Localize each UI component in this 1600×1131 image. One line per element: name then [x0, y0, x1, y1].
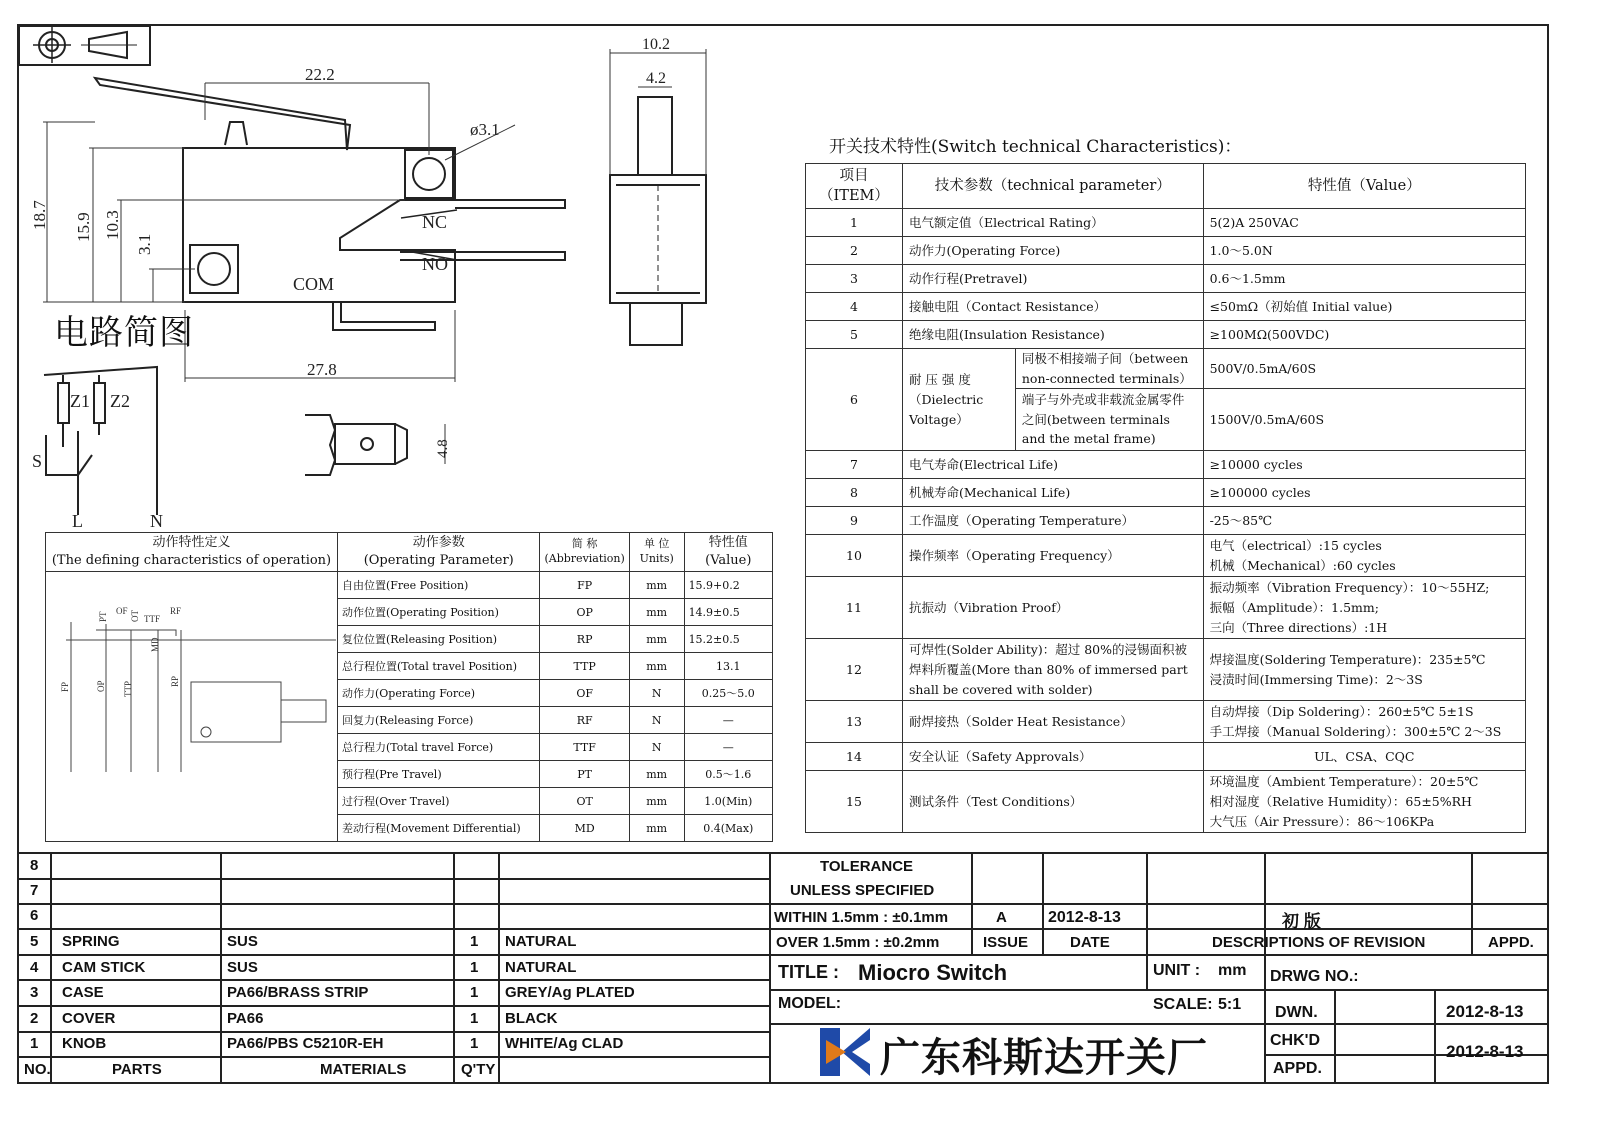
op-param: 预行程(Pre Travel) [337, 761, 540, 788]
op-abbr: RP [540, 626, 629, 653]
table-row [806, 321, 1526, 349]
terminal-nc: NC [422, 212, 448, 232]
op-unit: mm [629, 626, 684, 653]
op-header-param: 动作参数 (Operating Parameter) [337, 533, 540, 572]
bom-note: BLACK [505, 1010, 558, 1027]
op-abbr: RF [540, 707, 629, 734]
bom-no: 8 [30, 857, 39, 874]
spec-sub-param: 端子与外壳或非载流金属零件之间(between terminals and the metal frame) [1015, 389, 1203, 451]
company-name: 广东科斯达开关厂 [880, 1035, 1208, 1081]
bom-part: CASE [62, 984, 104, 1001]
spec-param: 电气额定值（Electrical Rating） [902, 209, 1203, 237]
op-header-value: 特性值 (Value) [684, 533, 772, 572]
op-unit: N [629, 707, 684, 734]
spec-no: 15 [806, 771, 903, 833]
spec-no: 6 [806, 349, 903, 451]
spec-value: ≥10000 cycles [1203, 451, 1525, 479]
bom-qty: 1 [470, 1035, 479, 1052]
spec-value: 500V/0.5mA/60S [1203, 349, 1525, 389]
op-abbr: FP [540, 572, 629, 599]
dim-side-inner: 4.2 [646, 70, 666, 87]
op-label-pt: PT [98, 611, 108, 622]
bom-note: NATURAL [505, 959, 577, 976]
op-param: 过行程(Over Travel) [337, 788, 540, 815]
bom-no: 7 [30, 882, 39, 899]
spec-param: 测试条件（Test Conditions） [902, 771, 1203, 833]
spec-no: 3 [806, 265, 903, 293]
spec-value: 环境温度（Ambient Temperature）：20±5℃ 相对湿度（Relative Humidity）：65±5%RH 大气压（Air Pressure）：86～106KPa [1203, 771, 1525, 833]
bom-material: SUS [227, 933, 258, 950]
op-unit: mm [629, 788, 684, 815]
spec-value: 0.6～1.5mm [1203, 265, 1525, 293]
model-label: MODEL: [778, 995, 842, 1012]
unless-label: UNLESS SPECIFIED [790, 882, 935, 899]
op-value: — [684, 734, 772, 761]
spec-value: 自动焊接（Dip Soldering）：260±5℃ 5±1S 手工焊接（Manual Soldering）：300±5℃ 2～3S [1203, 701, 1525, 743]
table-row [806, 237, 1526, 265]
spec-param-dielectric: 耐 压 强 度 （Dielectric Voltage） [902, 349, 1015, 451]
op-label-ttp: TTP [123, 680, 133, 697]
op-label-op: OP [96, 680, 106, 692]
descriptions-label: DESCRIPTIONS OF REVISION [1212, 934, 1426, 951]
op-diagram [46, 572, 336, 832]
bom-part: COVER [62, 1010, 116, 1027]
op-value: 0.25～5.0 [684, 680, 772, 707]
terminal-detail [295, 410, 470, 480]
op-value: 13.1 [684, 653, 772, 680]
op-header-abbr: 简 称 (Abbreviation) [540, 533, 629, 572]
spec-param: 工作温度（Operating Temperature） [902, 507, 1203, 535]
revision-desc: 初 版 [1282, 912, 1321, 931]
bom-note: GREY/Ag PLATED [505, 984, 635, 1001]
op-label-rf: RF [170, 606, 182, 616]
op-param: 总行程力(Total travel Force) [337, 734, 540, 761]
op-label-md: MD [150, 637, 160, 652]
dwn-date: 2012-8-13 [1446, 1002, 1524, 1021]
spec-no: 14 [806, 743, 903, 771]
op-value: 0.5～1.6 [684, 761, 772, 788]
spec-no: 11 [806, 577, 903, 639]
bom-header-parts: PARTS [112, 1061, 162, 1078]
dwn-label: DWN. [1275, 1004, 1318, 1021]
chkd-date: 2012-8-13 [1446, 1042, 1524, 1061]
spec-table [805, 163, 1526, 833]
tolerance-over: OVER 1.5mm : ±0.2mm [776, 934, 940, 951]
op-param: 自由位置(Free Position) [337, 572, 540, 599]
spec-no: 5 [806, 321, 903, 349]
spec-no: 9 [806, 507, 903, 535]
spec-no: 13 [806, 701, 903, 743]
op-value: 14.9±0.5 [684, 599, 772, 626]
appd-label-rev: APPD. [1488, 934, 1534, 951]
table-row [806, 349, 1526, 389]
table-row [806, 507, 1526, 535]
op-unit: N [629, 680, 684, 707]
drawing-title: Miocro Switch [858, 960, 1008, 985]
op-definition-diagram [46, 572, 338, 842]
revision-letter: A [996, 909, 1007, 926]
table-row [806, 293, 1526, 321]
bom-qty: 1 [470, 959, 479, 976]
circuit-label-n: N [150, 511, 163, 530]
table-row [806, 743, 1526, 771]
circuit-label-z1: Z1 [70, 391, 90, 411]
op-header-definition: 动作特性定义 (The defining characteristics of operation) [46, 533, 338, 572]
spec-value: -25～85℃ [1203, 507, 1525, 535]
dim-height-d: 3.1 [135, 233, 154, 255]
unit-value: mm [1218, 962, 1247, 979]
op-unit: mm [629, 815, 684, 842]
spec-no: 7 [806, 451, 903, 479]
table-row [806, 535, 1526, 577]
bom-material: PA66/BRASS STRIP [227, 984, 369, 1001]
bom-part: CAM STICK [62, 959, 146, 976]
tolerance-label: TOLERANCE [820, 858, 914, 875]
bom-note: NATURAL [505, 933, 577, 950]
spec-param: 安全认证（Safety Approvals） [902, 743, 1203, 771]
issue-label: ISSUE [983, 934, 1029, 951]
spec-param: 可焊性(Solder Ability)：超过 80%的浸锡面积被焊料所覆盖(More than 80% of immersed part shall be covered with solder) [902, 639, 1203, 701]
bom-qty: 1 [470, 984, 479, 1001]
dim-top-width: 22.2 [305, 65, 335, 84]
scale-value: 5:1 [1218, 996, 1242, 1013]
spec-value: ≥100000 cycles [1203, 479, 1525, 507]
spec-header-value: 特性值（Value） [1203, 164, 1525, 209]
op-param: 动作力(Operating Force) [337, 680, 540, 707]
op-param: 复位位置(Releasing Position) [337, 626, 540, 653]
bom-no: 5 [30, 933, 39, 950]
bom-note: WHITE/Ag CLAD [505, 1035, 624, 1052]
spec-value: 振动频率（Vibration Frequency）：10～55HZ; 振幅（Amplitude）：1.5mm; 三向（Three directions）:1H [1203, 577, 1525, 639]
op-param: 差动行程(Movement Differential) [337, 815, 540, 842]
op-unit: mm [629, 599, 684, 626]
bom-material: PA66/PBS C5210R-EH [227, 1035, 384, 1052]
dim-height-total: 18.7 [30, 200, 49, 230]
bom-header-materials: MATERIALS [320, 1061, 407, 1078]
spec-param: 电气寿命(Electrical Life) [902, 451, 1203, 479]
spec-header-param: 技术参数（technical parameter） [902, 164, 1203, 209]
bom-qty: 1 [470, 1010, 479, 1027]
table-row [806, 577, 1526, 639]
bom-no: 4 [30, 959, 39, 976]
chkd-label: CHK'D [1270, 1032, 1321, 1049]
spec-value: ≤50mΩ（初始值 Initial value) [1203, 293, 1525, 321]
op-unit: mm [629, 761, 684, 788]
bom-no: 3 [30, 984, 39, 1001]
dim-hole: ø3.1 [470, 120, 500, 139]
terminal-no: NO [422, 254, 448, 274]
op-param: 总行程位置(Total travel Position) [337, 653, 540, 680]
bom-no: 1 [30, 1035, 39, 1052]
unit-label: UNIT : [1153, 962, 1201, 979]
spec-value: ≥100MΩ(500VDC) [1203, 321, 1525, 349]
bom-header-qty: Q'TY [461, 1061, 496, 1078]
spec-no: 12 [806, 639, 903, 701]
op-unit: mm [629, 653, 684, 680]
spec-value: 1500V/0.5mA/60S [1203, 389, 1525, 451]
op-value: — [684, 707, 772, 734]
switch-side-view [600, 35, 720, 355]
op-label-of: OF [116, 606, 128, 616]
bom-header-no: NO. [24, 1061, 51, 1078]
date-label: DATE [1070, 934, 1110, 951]
spec-no: 10 [806, 535, 903, 577]
op-header-unit: 单 位 Units) [629, 533, 684, 572]
spec-no: 8 [806, 479, 903, 507]
op-value: 0.4(Max) [684, 815, 772, 842]
op-abbr: OP [540, 599, 629, 626]
op-value: 15.9+0.2 [684, 572, 772, 599]
op-unit: mm [629, 572, 684, 599]
bom-material: SUS [227, 959, 258, 976]
spec-param: 抗振动（Vibration Proof） [902, 577, 1203, 639]
spec-param: 机械寿命(Mechanical Life) [902, 479, 1203, 507]
spec-value: 焊接温度(Soldering Temperature)：235±5℃ 浸渍时间(Immersing Time)：2～3S [1203, 639, 1525, 701]
table-row [806, 479, 1526, 507]
table-row [806, 639, 1526, 701]
spec-no: 1 [806, 209, 903, 237]
table-row [46, 572, 773, 599]
spec-param: 操作频率（Operating Frequency） [902, 535, 1203, 577]
bom-part: KNOB [62, 1035, 107, 1052]
drwg-no-label: DRWG NO.: [1270, 968, 1359, 985]
op-label-fp: FP [60, 681, 70, 692]
spec-value: UL、CSA、CQC [1203, 743, 1525, 771]
op-param: 回复力(Releasing Force) [337, 707, 540, 734]
spec-sub-param: 同极不相接端子间（between non-connected terminals） [1015, 349, 1203, 389]
table-row [806, 771, 1526, 833]
circuit-title: 电路简图 [54, 313, 194, 353]
spec-value: 电气（electrical）:15 cycles 机械（Mechanical）:60 cycles [1203, 535, 1525, 577]
appd-label: APPD. [1273, 1060, 1322, 1077]
spec-title: 开关技术特性(Switch technical Characteristics)： [829, 137, 1242, 157]
dim-terminal: 4.8 [435, 439, 451, 458]
op-abbr: TTP [540, 653, 629, 680]
op-label-ot: OT [130, 610, 140, 622]
spec-value: 1.0～5.0N [1203, 237, 1525, 265]
table-row [806, 265, 1526, 293]
op-unit: N [629, 734, 684, 761]
bom-part: SPRING [62, 933, 120, 950]
spec-header-item: 项目 （ITEM） [806, 164, 903, 209]
op-table-wrap [45, 532, 773, 842]
table-row [806, 701, 1526, 743]
bom-no: 6 [30, 907, 39, 924]
table-row [806, 209, 1526, 237]
spec-param: 耐焊接热（Solder Heat Resistance） [902, 701, 1203, 743]
op-abbr: PT [540, 761, 629, 788]
revision-date: 2012-8-13 [1048, 909, 1121, 926]
company-logo [818, 1026, 874, 1078]
op-abbr: OT [540, 788, 629, 815]
spec-value: 5(2)A 250VAC [1203, 209, 1525, 237]
table-row [806, 451, 1526, 479]
circuit-label-s: S [32, 451, 43, 471]
op-abbr: MD [540, 815, 629, 842]
bom-material: PA66 [227, 1010, 264, 1027]
circuit-label-l: L [72, 511, 83, 530]
op-value: 1.0(Min) [684, 788, 772, 815]
spec-no: 4 [806, 293, 903, 321]
bom-qty: 1 [470, 933, 479, 950]
op-param: 动作位置(Operating Position) [337, 599, 540, 626]
op-label-rp: RP [170, 675, 180, 687]
dim-length: 27.8 [307, 360, 337, 379]
spec-param: 动作行程(Pretravel) [902, 265, 1203, 293]
spec-param: 绝缘电阻(Insulation Resistance) [902, 321, 1203, 349]
dim-side-width: 10.2 [642, 36, 670, 53]
dim-height-c: 10.3 [103, 210, 122, 240]
circuit-label-z2: Z2 [110, 391, 130, 411]
op-abbr: TTF [540, 734, 629, 761]
spec-no: 2 [806, 237, 903, 265]
spec-param: 动作力(Operating Force) [902, 237, 1203, 265]
title-label: TITLE : [778, 962, 839, 982]
op-characteristics-table [45, 532, 773, 842]
tolerance-within: WITHIN 1.5mm : ±0.1mm [774, 909, 949, 926]
spec-table-wrap [805, 163, 1526, 833]
dim-height-b: 15.9 [74, 212, 93, 242]
op-label-ttf: TTF [144, 614, 161, 624]
scale-label: SCALE: [1153, 996, 1213, 1013]
op-value: 15.2±0.5 [684, 626, 772, 653]
terminal-com: COM [293, 274, 335, 294]
op-abbr: OF [540, 680, 629, 707]
circuit-diagram [30, 355, 180, 530]
bom-no: 2 [30, 1010, 39, 1027]
spec-param: 接触电阻（Contact Resistance） [902, 293, 1203, 321]
